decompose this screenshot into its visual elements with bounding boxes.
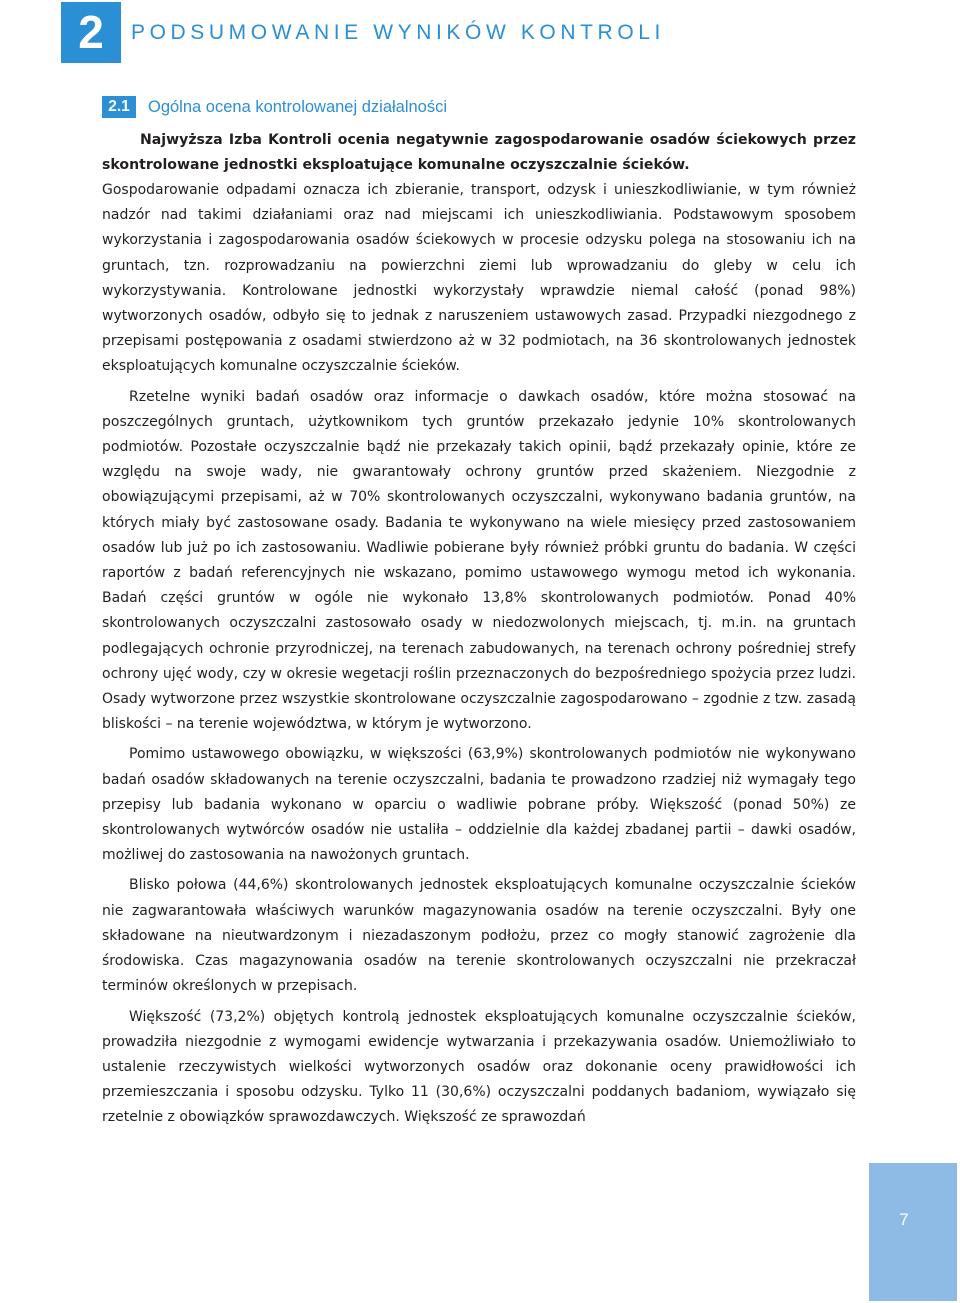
paragraph-1: Gospodarowanie odpadami oznacza ich zbieranie, transport, odzysk i unieszkodliwianie, w tym również nadzór nad takimi działaniami oraz nad miejscami ich unieszkodliwiania. Podstawowym sposobem wykorzystania i zagospodarowania osadów ściekowych w procesie odzysku polega na stosowaniu ich na gruntach, tzn. rozprowadzaniu na powierzchni ziemi lub wprowadzaniu do gleby w celu ich wykorzystywania. Kontrolowane jednostki wykorzystały wprawdzie niemal całość (ponad 98%) wytworzonych osadów, odbyło się to jednak z naruszeniem ustawowych zasad. Przypadki niezgodnego z przepisami postępowania z osadami stwierdzono aż w 32 podmiotach, na 36 skontrolowanych jednostek eksploatujących komunalne oczyszczalnie ścieków. bbox=[102, 182, 856, 375]
section-number: 2.1 bbox=[102, 96, 136, 118]
main-content bbox=[102, 128, 856, 1136]
lead-paragraph: Najwyższa Izba Kontroli ocenia negatywnie zagospodarowanie osadów ściekowych przez skontrolowane jednostki eksploatujące komunalne oczyszczalnie ścieków. bbox=[102, 132, 856, 173]
chapter-number: 2 bbox=[78, 6, 104, 58]
page-number-tab bbox=[869, 1163, 957, 1301]
chapter-title: PODSUMOWANIE WYNIKÓW KONTROLI bbox=[131, 21, 665, 44]
chapter-number-box bbox=[61, 2, 121, 63]
paragraph-4: Blisko połowa (44,6%) skontrolowanych jednostek eksploatujących komunalne oczyszczalnie ścieków nie zagwarantowała właściwych warunków magazynowania osadów na terenie oczyszczalni. Były one składowane na nieutwardzonym i niezadaszonym podłożu, przez co mogły stanowić zagrożenie dla środowiska. Czas magazynowania osadów na terenie skontrolowanych oczyszczalni nie przekraczał terminów określonych w przepisach. bbox=[102, 877, 856, 995]
section-title: Ogólna ocena kontrolowanej działalności bbox=[148, 98, 448, 116]
paragraph-3: Pomimo ustawowego obowiązku, w większości (63,9%) skontrolowanych podmiotów nie wykonywano badań osadów składowanych na terenie oczyszczalni, badania te prowadzono rzadziej niż wymagały tego przepisy lub badania wykonano w oparciu o wadliwie pobrane próby. Większość (ponad 50%) ze skontrolowanych wytwórców osadów nie ustaliła – oddzielnie dla każdej zbadanej partii – dawki osadów, możliwej do zastosowania na nawożonych gruntach. bbox=[102, 746, 856, 864]
paragraph-2: Rzetelne wyniki badań osadów oraz informacje o dawkach osadów, które można stosować na poszczególnych gruntach, użytkownikom tych gruntów przekazało jedynie 10% skontrolowanych podmiotów. Pozostałe oczyszczalnie bądź nie przekazały takich opinii, bądź przekazały opinie, które ze względu na swoje wady, nie gwarantowały ochrony gruntów przed skażeniem. Niezgodnie z obowiązującymi przepisami, aż w 70% skontrolowanych oczyszczalni, wykonywano badania gruntów, na których miały być zastosowane osady. Badania te wykonywano na wiele miesięcy przed zastosowaniem osadów lub już po ich zastosowaniu. Wadliwie pobierane były również próbki gruntu do badania. W części raportów z badań referencyjnych nie wskazano, pomimo ustawowego wymogu metod ich wykonania. Badań części gruntów w ogóle nie wykonało 13,8% skontrolowanych podmiotów. Ponad 40% skontrolowanych oczyszczalni zastosowało osady w niedozwolonych miejscach, tj. m.in. na gruntach podlegających ochronie przyrodniczej, na terenach zabudowanych, na terenach ochrony pośredniej strefy ochrony ujęć wody, czy w okresie wegetacji roślin przeznaczonych do bezpośredniego spożycia przez ludzi. Osady wytworzone przez wszystkie skontrolowane oczyszczalnie zagospodarowano – zgodnie z tzw. zasadą bliskości – na terenie województwa, w którym je wytworzono. bbox=[102, 388, 856, 733]
page-number: 7 bbox=[899, 1210, 909, 1229]
paragraph-5: Większość (73,2%) objętych kontrolą jednostek eksploatujących komunalne oczyszczalnie ścieków, prowadziła niezgodnie z wymogami ewidencje wytwarzania i przekazywania osadów. Uniemożliwiało to ustalenie rzeczywistych wielkości wytworzonych osadów oraz dokonanie oceny prawidłowości ich przemieszczania i sposobu odzysku. Tylko 11 (30,6%) oczyszczalni poddanych badaniom, wywiązało się rzetelnie z obowiązków sprawozdawczych. Większość ze sprawozdań bbox=[102, 1008, 856, 1126]
